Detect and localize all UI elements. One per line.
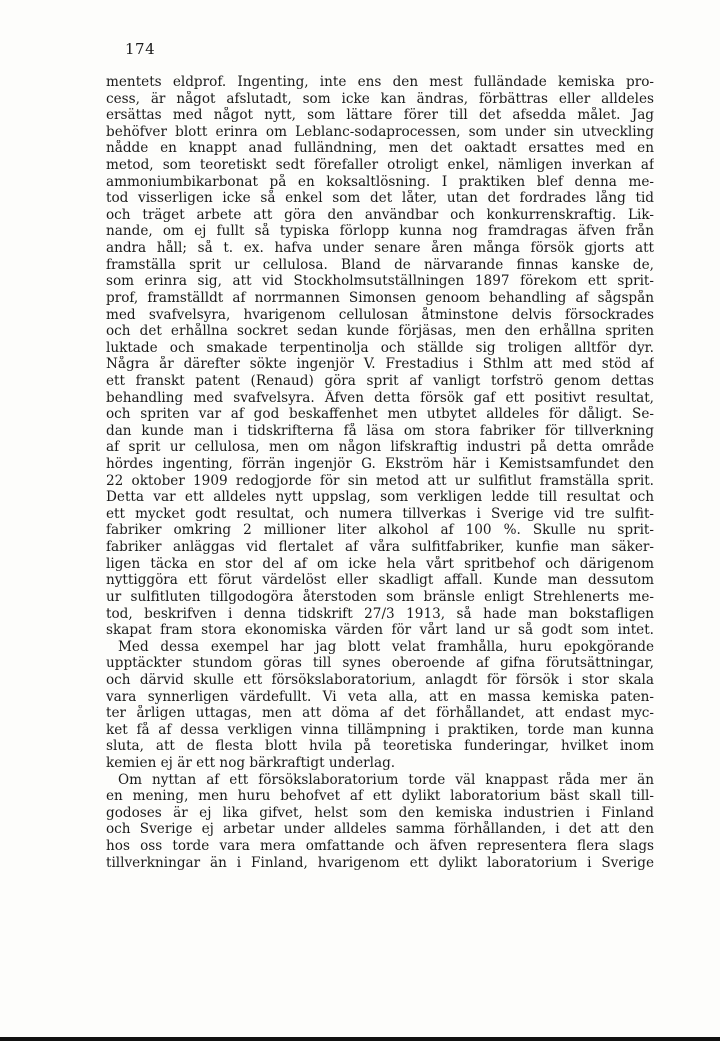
- text-line: nådde en knappt anad fulländning, men det oaktadt ersattes med en: [106, 140, 654, 157]
- text-line: kemien ej är ett nog bärkraftigt underlag.: [106, 754, 396, 771]
- text-line: upptäckter stundom göras till synes oberoende af gifna förutsättningar,: [106, 655, 654, 672]
- text-line: metod, som teoretiskt sedt förefaller otroligt enkel, nämligen inverkan af: [106, 157, 654, 174]
- text-line: hos oss torde vara mera omfattande och äfven representera flera slags: [106, 838, 654, 855]
- text-line: och träget arbete att göra den användbar och konkurrenskraftig. Lik-: [106, 206, 654, 223]
- text-line: 22 oktober 1909 redogjorde för sin metod att ur sulfitlut framställa sprit.: [106, 472, 654, 489]
- text-line: andra håll; så t. ex. hafva under senare åren många försök gjorts att: [106, 240, 654, 257]
- text-line: fabriker omkring 2 millioner liter alkohol af 100 %. Skulle nu sprit-: [106, 522, 654, 539]
- text-line: framställa sprit ur cellulosa. Bland de närvarande finnas kanske de,: [106, 256, 654, 273]
- text-line: prof, framställdt af norrmannen Simonsen genoom behandling af sågspån: [106, 289, 654, 306]
- text-line: ammoniumbikarbonat på en koksaltlösning. I praktiken blef denna me-: [106, 173, 654, 190]
- text-line: nyttiggöra ett förut värdelöst eller skadligt affall. Kunde man dessutom: [106, 572, 654, 589]
- text-line: tillverkningar än i Finland, hvarigenom ett dylikt laboratorium i Sverige: [106, 854, 654, 871]
- text-line: en mening, men huru behofvet af ett dylikt laboratorium bäst skall till-: [106, 788, 654, 805]
- text-line: fabriker anläggas vid flertalet af våra sulfitfabriker, kunfie man säker-: [106, 539, 654, 556]
- text-line: och spriten var af god beskaffenhet men utbytet alldeles för dåligt. Se-: [106, 406, 654, 423]
- text-line: behöfver blott erinra om Leblanc-sodaprocessen, som under sin utveckling: [106, 123, 654, 140]
- text-line: nande, om ej fullt så typiska förlopp kunna nog framdragas äfven från: [106, 223, 654, 240]
- text-line: godoses är ej lika gifvet, helst som den kemiska industrien i Finland: [106, 804, 654, 821]
- text-line: dan kunde man i tidskrifterna få läsa om stora fabriker för tillverkning: [106, 422, 654, 439]
- text-line: mentets eldprof. Ingenting, inte ens den mest fulländade kemiska pro-: [106, 74, 654, 90]
- text-line: skapat fram stora ekonomiska värden för vårt land ur så godt som intet.: [106, 622, 654, 639]
- text-line: ter årligen uttagas, men att döma af det förhållandet, att endast myc-: [106, 705, 654, 722]
- text-line: ket få af dessa verkligen vinna tillämpning i praktiken, torde man kunna: [106, 721, 654, 738]
- text-line: tod, beskrifven i denna tidskrift 27/3 1913, så hade man bokstafligen: [106, 605, 654, 622]
- text-line: Om nyttan af ett försökslaboratorium torde väl knappast råda mer än: [118, 771, 654, 788]
- text-line: Med dessa exempel har jag blott velat framhålla, huru epokgörande: [118, 638, 654, 655]
- text-line: cess, är något afslutadt, som icke kan ändras, förbättras eller alldeles: [106, 90, 654, 107]
- text-line: ett mycket godt resultat, och numera tillverkas i Sverige vid tre sulfit-: [106, 505, 654, 522]
- text-line: ett franskt patent (Renaud) göra sprit af vanligt torfströ genom dettas: [106, 372, 654, 389]
- text-line: och Sverige ej arbetar under alldeles samma förhållanden, i det att den: [106, 821, 654, 838]
- text-line: och därvid skulle ett försökslaboratorium, anlagdt för försök i stor skala: [106, 671, 654, 688]
- text-line: luktade och smakade terpentinolja och ställde sig troligen alltför dyr.: [106, 339, 654, 356]
- text-line: af sprit ur cellulosa, men om någon lifskraftig industri på detta område: [106, 439, 654, 456]
- text-line: ligen täcka en stor del af om icke hela vårt spritbehof och därigenom: [106, 555, 654, 572]
- page-bottom-edge: [0, 1037, 720, 1041]
- page-number: 174: [125, 40, 156, 58]
- text-line: tod visserligen icke så enkel som det låter, utan det fordrades lång tid: [106, 190, 654, 207]
- text-line: sluta, att de flesta blott hvila på teoretiska funderingar, hvilket inom: [106, 738, 654, 755]
- text-line: Några år därefter sökte ingenjör V. Frestadius i Sthlm att med stöd af: [106, 356, 654, 373]
- body-text: [106, 74, 654, 871]
- text-line: vara synnerligen värdefullt. Vi veta alla, att en massa kemiska paten-: [106, 688, 654, 705]
- text-line: ur sulfitluten tillgodogöra återstoden som bränsle enligt Strehlenerts me-: [106, 588, 654, 605]
- text-line: hördes ingenting, förrän ingenjör G. Ekström här i Kemistsamfundet den: [106, 456, 654, 473]
- text-line: Detta var ett alldeles nytt uppslag, som verkligen ledde till resultat och: [106, 489, 654, 506]
- text-line: behandling med svafvelsyra. Äfven detta försök gaf ett positivt resultat,: [106, 389, 654, 406]
- text-line: ersättas med något nytt, som lättare förer till det afsedda målet. Jag: [106, 107, 654, 124]
- text-line: med svafvelsyra, hvarigenom cellulosan åtminstone delvis försockrades: [106, 306, 654, 323]
- text-line: som erinra sig, att vid Stockholmsutställningen 1897 förekom ett sprit-: [106, 273, 654, 290]
- text-line: och det erhållna sockret sedan kunde förjäsas, men den erhållna spriten: [106, 323, 654, 340]
